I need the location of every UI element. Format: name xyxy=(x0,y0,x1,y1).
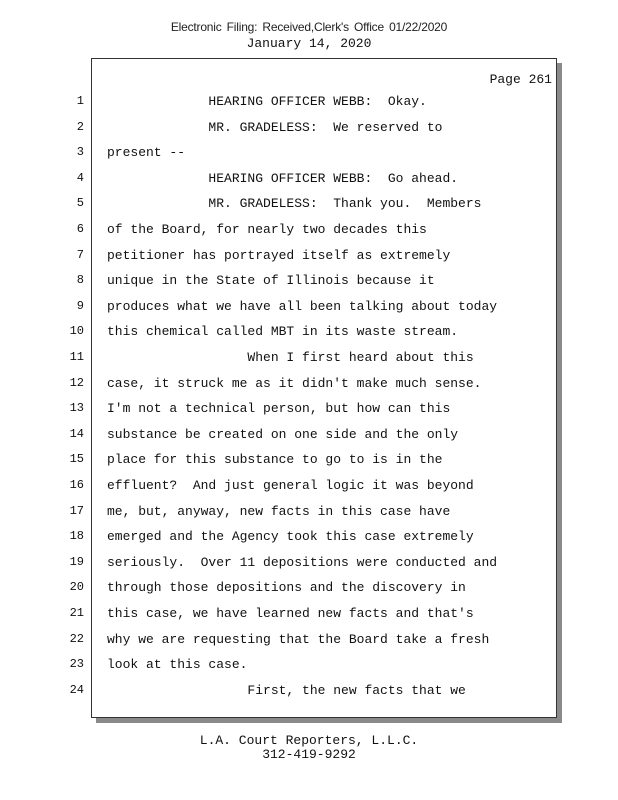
line-text: When I first heard about this xyxy=(107,350,474,365)
transcript-line xyxy=(0,397,618,422)
line-number: 9 xyxy=(76,298,84,313)
transcript-line xyxy=(0,269,618,294)
line-number: 23 xyxy=(69,657,84,672)
line-number: 20 xyxy=(69,580,84,595)
transcript-line xyxy=(0,551,618,576)
line-number: 19 xyxy=(69,554,84,569)
transcript-date: January 14, 2020 xyxy=(246,36,372,51)
line-text: emerged and the Agency took this case extremely xyxy=(107,529,474,545)
line-number: 22 xyxy=(69,631,84,646)
line-text: MR. GRADELESS: We reserved to xyxy=(107,119,443,135)
line-text: through those depositions and the discovery in xyxy=(107,580,466,596)
line-text: MR. GRADELESS: Thank you. Members xyxy=(107,196,482,212)
transcript-line xyxy=(0,346,618,371)
line-number: 6 xyxy=(76,222,84,236)
transcript-line xyxy=(0,679,618,704)
line-text: present -- xyxy=(107,145,186,161)
line-number: 3 xyxy=(76,145,84,160)
line-text: effluent? And just general logic it was beyond xyxy=(107,478,474,493)
line-text: case, it struck me as it didn't make much sense. xyxy=(107,375,482,391)
line-number: 13 xyxy=(69,401,84,416)
transcript-line xyxy=(0,192,618,217)
line-number: 7 xyxy=(76,247,84,262)
transcript-line xyxy=(0,423,618,448)
transcript-line xyxy=(0,141,618,166)
transcript-line xyxy=(0,576,618,601)
line-text: unique in the State of Illinois because it xyxy=(107,273,435,289)
line-number: 5 xyxy=(76,196,84,211)
transcript-line xyxy=(0,90,618,115)
line-number: 8 xyxy=(76,273,84,288)
line-text: this case, we have learned new facts and that's xyxy=(107,606,474,621)
filing-stamp: Electronic Filing: Received,Clerk's Office 01/22/2020 xyxy=(170,20,448,34)
transcript-line xyxy=(0,320,618,345)
transcript-line xyxy=(0,474,618,499)
line-text: place for this substance to go to is in the xyxy=(107,452,443,468)
line-number: 21 xyxy=(69,606,84,620)
reporter-phone: 312-419-9292 xyxy=(262,747,356,762)
line-text: why we are requesting that the Board take a fresh xyxy=(107,631,490,647)
transcript-line xyxy=(0,628,618,653)
transcript-line xyxy=(0,372,618,397)
line-number: 24 xyxy=(69,682,84,697)
line-number: 2 xyxy=(76,119,84,134)
transcript-line xyxy=(0,500,618,525)
transcript-line xyxy=(0,525,618,550)
transcript-line xyxy=(0,295,618,320)
line-text: me, but, anyway, new facts in this case have xyxy=(107,503,451,519)
line-number: 10 xyxy=(69,324,84,339)
line-number: 11 xyxy=(69,350,84,364)
line-text: First, the new facts that we xyxy=(107,682,466,698)
reporter-company: L.A. Court Reporters, L.L.C. xyxy=(199,733,419,748)
line-text: HEARING OFFICER WEBB: Go ahead. xyxy=(107,170,459,186)
line-text: this chemical called MBT in its waste stream. xyxy=(107,324,459,340)
line-text: petitioner has portrayed itself as extremely xyxy=(107,247,451,263)
line-text: substance be created on one side and the only xyxy=(107,426,459,442)
line-text: of the Board, for nearly two decades this xyxy=(107,222,427,237)
transcript-line xyxy=(0,244,618,269)
transcript-line xyxy=(0,653,618,678)
line-text: HEARING OFFICER WEBB: Okay. xyxy=(107,94,427,109)
line-text: look at this case. xyxy=(107,657,248,673)
line-number: 4 xyxy=(76,170,84,185)
transcript-line xyxy=(0,448,618,473)
line-number: 18 xyxy=(69,529,84,544)
line-text: I'm not a technical person, but how can this xyxy=(107,401,451,417)
line-number: 12 xyxy=(69,375,84,390)
line-number: 1 xyxy=(76,94,84,108)
transcript-line xyxy=(0,116,618,141)
line-number: 17 xyxy=(69,503,84,518)
line-text: produces what we have all been talking about today xyxy=(107,298,498,314)
line-number: 16 xyxy=(69,478,84,492)
line-number: 14 xyxy=(69,426,84,441)
transcript-line xyxy=(0,167,618,192)
transcript-line xyxy=(0,218,618,243)
line-number: 15 xyxy=(69,452,84,467)
line-text: seriously. Over 11 depositions were conducted and xyxy=(107,554,498,570)
transcript-line xyxy=(0,602,618,627)
page-number: Page 261 xyxy=(489,72,552,87)
